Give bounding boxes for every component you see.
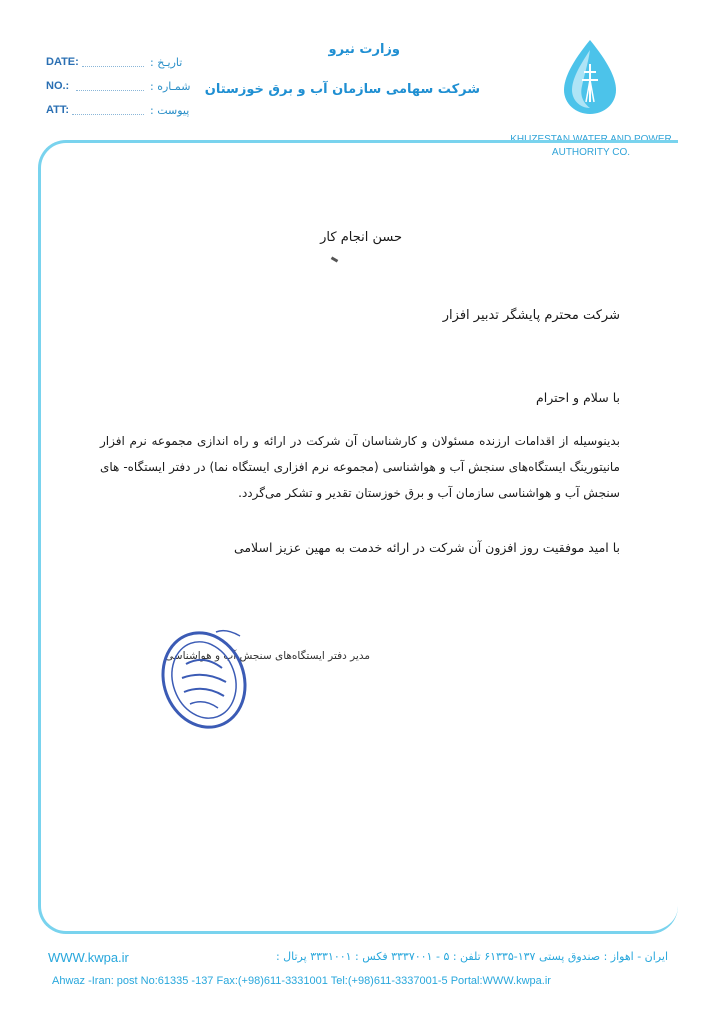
- page-frame: [38, 140, 678, 934]
- footer-address-en: Ahwaz -Iran: post No:61335 -137 Fax:(+98)611-3331001 Tel:(+98)611-3337001-5 Portal:WWW.kwpa.ir: [52, 975, 551, 987]
- letter-recipient: شرکت محترم پایشگر تدبیر افزار: [442, 308, 620, 323]
- official-seal-stamp: [156, 624, 256, 738]
- footer-address-fa: ایران - اهواز : صندوق پستی ۱۳۷-۶۱۳۳۵ تلفن : ۵ - ۳۳۳۷۰۰۱ فکس : ۳۳۳۱۰۰۱ پرتال :: [275, 950, 668, 963]
- attachment-label: ATT:: [46, 104, 70, 116]
- footer-website[interactable]: WWW.kwpa.ir: [48, 950, 129, 965]
- letter-closing: با امید موفقیت روز افزون آن شرکت در ارائه خدمت به مهین عزیز اسلامی: [233, 540, 620, 555]
- signer-title: مدیر دفتر ایستگاه‌های سنجش آب و هواشناسی: [165, 650, 370, 662]
- ministry-name: وزارت نیرو: [328, 42, 400, 57]
- company-name-en-line2: AUTHORITY CO.: [551, 147, 631, 158]
- company-name-fa: شرکت سهامی سازمان آب و برق خوزستان: [204, 82, 480, 97]
- footer-contact: [48, 950, 668, 966]
- attachment-line: [72, 114, 144, 115]
- number-label-fa: شمـاره :: [150, 80, 191, 93]
- number-line: [76, 90, 144, 91]
- company-name-en-line1: KHUZESTAN WATER AND POWER: [510, 134, 672, 145]
- company-logo-icon: [560, 36, 620, 120]
- attachment-label-fa: پیوست :: [150, 104, 190, 117]
- number-label: NO.:: [46, 80, 70, 92]
- letter-greeting: با سلام و احترام: [536, 390, 620, 405]
- date-label: DATE:: [46, 56, 79, 68]
- date-label-fa: تاریـخ :: [150, 56, 183, 69]
- date-line: [82, 66, 144, 67]
- letter-subject: حسن انجام کار: [320, 230, 402, 245]
- letter-body: بدینوسیله از اقدامات ارزنده مسئولان و کارشناسان آن شرکت در ارائه و راه اندازی مجموعه نرم افزار مانیتورینگ ایستگاه‌های سنجش آب و هواشناسی (مجموعه نرم افزاری ایستگاه نما) در دفتر ایستگاه- های سنجش آب و هواشناسی سازمان آب و برق خوزستان تقدیر و تشکر می‌گردد.: [100, 434, 620, 500]
